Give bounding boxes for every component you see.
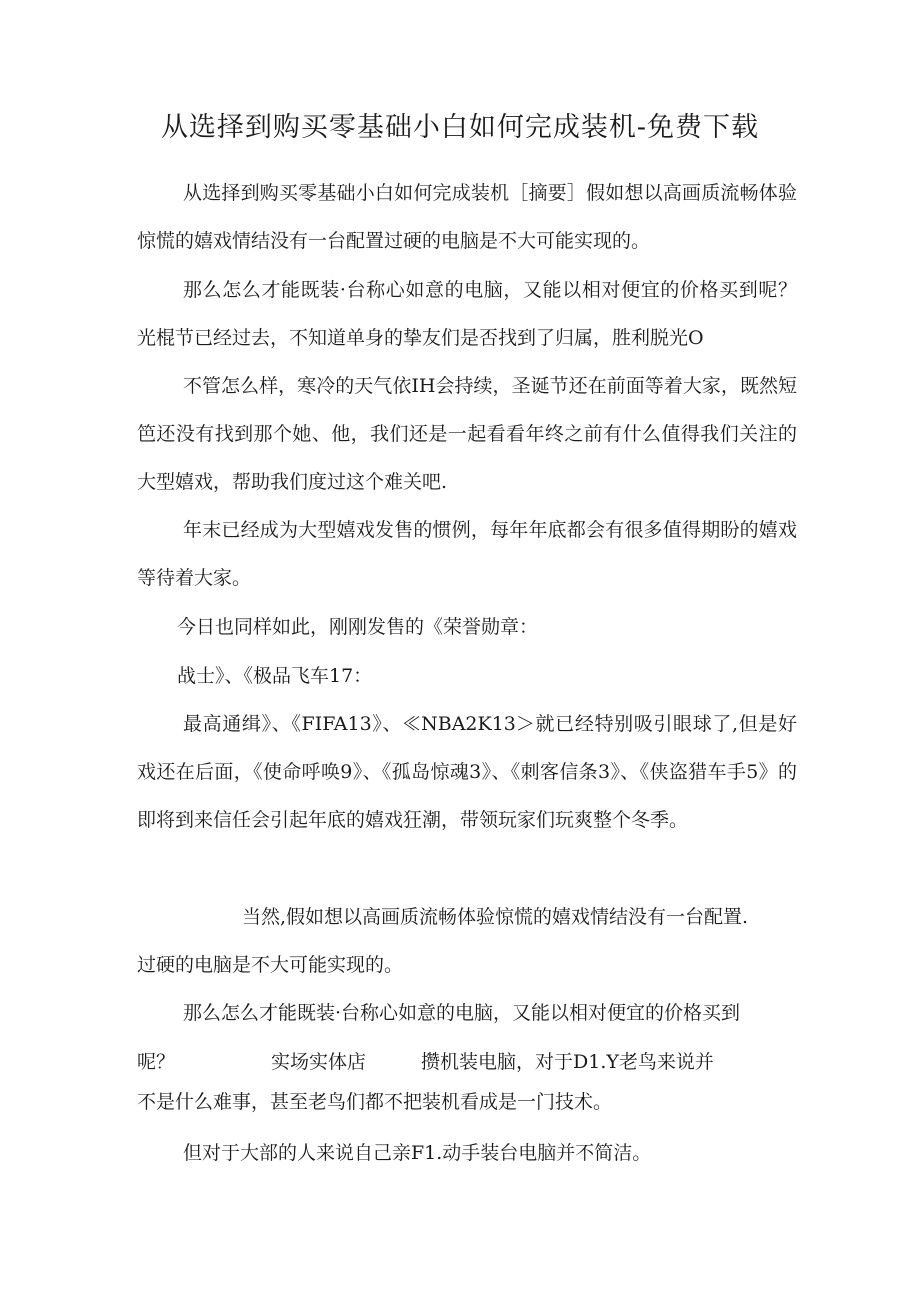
paragraph-how-to-line3: 不是什么难事，甚至老鸟们都不把装机看成是一门技术。	[137, 1091, 613, 1113]
paragraph-text: 从选择到购买零基础小白如何完成装机［摘要］假如想以高画质流畅体验惊慌的嬉戏情结没有一台配置过硬的电脑是不大可能实现的。	[137, 182, 797, 252]
paragraph-text: 最高通缉》、《FIFA13》、≪NBA2K13＞就已经特别吸引眼球了,但是好戏还在后面，《使命呼唤9》、《孤岛惊魂3》、《刺客信条3》、《侠盗猎车手5》的即将到来信任会引起年底的嬉戏狂潮，带领玩家们玩爽整个冬季。	[137, 713, 797, 831]
paragraph-singles-day	[137, 266, 797, 362]
paragraph-today-line: 今日也同样如此，刚刚发售的《荣誉勋章：	[177, 616, 539, 638]
paragraph-christmas	[137, 362, 797, 506]
paragraph-abstract	[137, 169, 797, 265]
paragraph-not-simple: 但对于大部的人来说自己亲F1.动手装台电脑并不简洁。	[183, 1142, 652, 1164]
paragraph-text: 那么怎么才能既装·台称心如意的电脑，又能以相对便宜的价格买到呢？光棍节已经过去，不知道单身的挚友们是否找到了归属，胜利脱光O	[137, 279, 797, 349]
paragraph-nfs-line: 战士》、《极品飞车17：	[177, 665, 373, 687]
paragraph-however-line2: 过硬的电脑是不大可能实现的。	[137, 954, 404, 976]
paragraph-year-end	[137, 506, 797, 602]
line-segment-question: 呢？	[137, 1051, 176, 1073]
line-segment-diy: 攒机装电脑，对于D1.Y老鸟来说并	[421, 1051, 714, 1073]
paragraph-game-list	[137, 700, 797, 844]
page-title: 从选择到购买零基础小白如何完成装机-免费下载	[160, 112, 760, 143]
paragraph-text: 不管怎么样，寒冷的天气依IH会持续，圣诞节还在前面等着大家，既然短笆还没有找到那个她、他，我们还是一起看看年终之前有什么值得我们关注的大型嬉戏，帮助我们度过这个难关吧.	[137, 375, 797, 493]
paragraph-how-to-line1: 那么怎么才能既装·台称心如意的电脑，又能以相对便宜的价格买到	[183, 1002, 741, 1024]
line-segment-store: 实场实体店	[271, 1051, 367, 1073]
paragraph-however-line1: 当然,假如想以高画质流畅体验惊慌的嬉戏情结没有一台配置.	[242, 906, 749, 928]
paragraph-text: 年末已经成为大型嬉戏发售的惯例，每年年底都会有很多值得期盼的嬉戏等待着大家。	[137, 519, 797, 589]
